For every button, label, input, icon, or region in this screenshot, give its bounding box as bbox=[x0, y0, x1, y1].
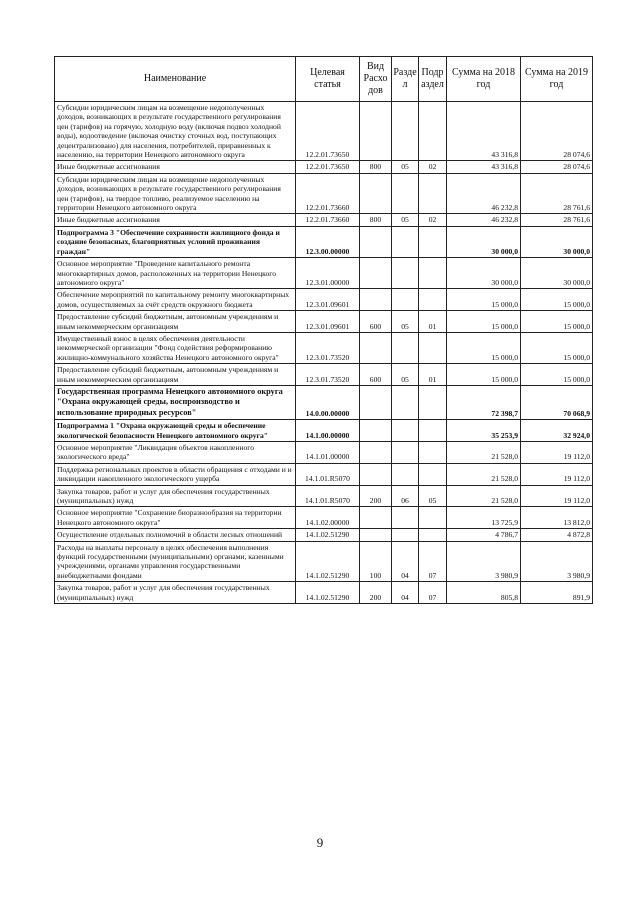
cell-name: Обеспечение мероприятий по капитальному ремонту многоквартирных домов, осуществляемых за счёт средств окружного бюджета bbox=[55, 289, 296, 311]
header-target: Целевая статья bbox=[296, 57, 360, 102]
cell-subsection bbox=[419, 258, 447, 289]
cell-name: Субсидии юридическим лицам на возмещение недополученных доходов, возникающих в результате государственного регулирования цен (тарифов) на горячую, холодную воду (включая подвоз холодной воды), водоотведение (включая очистку сточных вод, поступающих децентрализовано) для населения, потребителей, приравненных к населению, на территории Ненецкого автономного округа bbox=[55, 102, 296, 161]
table-row bbox=[55, 258, 593, 289]
page-number: 9 bbox=[316, 835, 324, 850]
cell-sum-2018: 46 232,8 bbox=[447, 214, 521, 226]
cell-target: 12.3.01.00000 bbox=[296, 258, 360, 289]
table-row bbox=[55, 442, 593, 464]
cell-sum-2018: 805,8 bbox=[447, 582, 521, 604]
table-row bbox=[55, 214, 593, 226]
cell-name: Закупка товаров, работ и услуг для обеспечения государственных (муниципальных) нужд bbox=[55, 582, 296, 604]
cell-target: 12.2.01.73660 bbox=[296, 214, 360, 226]
cell-sum-2019: 19 112,0 bbox=[521, 442, 593, 464]
cell-name: Расходы на выплаты персоналу в целях обеспечения выполнения функций государственными (муниципальными) органами, казенными учреждениями, органами управления государственными внебюджетными фондами bbox=[55, 541, 296, 582]
table-body bbox=[55, 102, 593, 604]
cell-name: Предоставление субсидий бюджетным, автономным учреждениям и иным некоммерческим организациям bbox=[55, 311, 296, 333]
cell-name: Основное мероприятие "Сохранение биоразнообразия на территории Ненецкого автономного округа" bbox=[55, 507, 296, 529]
table-row bbox=[55, 173, 593, 214]
cell-sum-2018: 21 528,0 bbox=[447, 463, 521, 485]
cell-sum-2019: 32 924,0 bbox=[521, 420, 593, 442]
cell-subsection bbox=[419, 173, 447, 214]
cell-sum-2019: 15 000,0 bbox=[521, 311, 593, 333]
header-expense-type: Вид Расхо дов bbox=[360, 57, 392, 102]
cell-section bbox=[392, 258, 419, 289]
cell-subsection: 07 bbox=[419, 541, 447, 582]
cell-sum-2018: 13 725,9 bbox=[447, 507, 521, 529]
cell-name: Государственная программа Ненецкого автономного округа "Охрана окружающей среды, воспроизводство и использование природных ресурсов" bbox=[55, 385, 296, 419]
cell-target: 12.3.01.09601 bbox=[296, 311, 360, 333]
cell-target: 14.1.01.R5070 bbox=[296, 485, 360, 507]
cell-expense-type bbox=[360, 289, 392, 311]
cell-expense-type: 200 bbox=[360, 582, 392, 604]
cell-target: 14.0.00.00000 bbox=[296, 385, 360, 419]
cell-target: 12.3.01.73520 bbox=[296, 332, 360, 363]
cell-sum-2019: 3 980,9 bbox=[521, 541, 593, 582]
cell-subsection: 02 bbox=[419, 214, 447, 226]
cell-name: Предоставление субсидий бюджетным, автономным учреждениям и иным некоммерческим организациям bbox=[55, 364, 296, 386]
cell-section: 04 bbox=[392, 541, 419, 582]
cell-expense-type bbox=[360, 463, 392, 485]
table-row bbox=[55, 507, 593, 529]
cell-expense-type bbox=[360, 332, 392, 363]
cell-sum-2019: 28 074,6 bbox=[521, 102, 593, 161]
cell-expense-type: 600 bbox=[360, 364, 392, 386]
cell-section bbox=[392, 102, 419, 161]
cell-section bbox=[392, 529, 419, 541]
table-row bbox=[55, 226, 593, 257]
cell-name: Иные бюджетные ассигнования bbox=[55, 161, 296, 173]
cell-sum-2018: 15 000,0 bbox=[447, 289, 521, 311]
cell-target: 14.1.01.00000 bbox=[296, 442, 360, 464]
table-row bbox=[55, 102, 593, 161]
cell-sum-2018: 72 398,7 bbox=[447, 385, 521, 419]
cell-target: 12.3.01.09601 bbox=[296, 289, 360, 311]
cell-subsection bbox=[419, 289, 447, 311]
cell-sum-2019: 15 000,0 bbox=[521, 332, 593, 363]
header-section: Разде л bbox=[392, 57, 419, 102]
cell-section: 06 bbox=[392, 485, 419, 507]
cell-section: 05 bbox=[392, 364, 419, 386]
cell-sum-2018: 43 316,8 bbox=[447, 161, 521, 173]
cell-subsection: 07 bbox=[419, 582, 447, 604]
table-row bbox=[55, 529, 593, 541]
cell-sum-2018: 15 000,0 bbox=[447, 311, 521, 333]
cell-sum-2018: 21 528,0 bbox=[447, 442, 521, 464]
cell-target: 12.2.01.73650 bbox=[296, 102, 360, 161]
cell-name: Иные бюджетные ассигнования bbox=[55, 214, 296, 226]
cell-sum-2018: 21 528,0 bbox=[447, 485, 521, 507]
cell-sum-2018: 46 232,8 bbox=[447, 173, 521, 214]
cell-expense-type bbox=[360, 507, 392, 529]
table-row bbox=[55, 332, 593, 363]
cell-expense-type: 800 bbox=[360, 214, 392, 226]
cell-sum-2019: 13 812,0 bbox=[521, 507, 593, 529]
cell-expense-type bbox=[360, 529, 392, 541]
cell-name: Поддержка региональных проектов в области обращения с отходами и и ликвидации накопленного экологического ущерба bbox=[55, 463, 296, 485]
cell-subsection: 01 bbox=[419, 364, 447, 386]
table-row bbox=[55, 582, 593, 604]
cell-target: 14.1.02.51290 bbox=[296, 582, 360, 604]
table-row bbox=[55, 485, 593, 507]
header-name: Наименование bbox=[55, 57, 296, 102]
table-row bbox=[55, 161, 593, 173]
cell-sum-2019: 19 112,0 bbox=[521, 485, 593, 507]
cell-sum-2018: 30 000,0 bbox=[447, 226, 521, 257]
cell-target: 14.1.01.R5070 bbox=[296, 463, 360, 485]
cell-target: 12.3.00.00000 bbox=[296, 226, 360, 257]
cell-expense-type bbox=[360, 385, 392, 419]
cell-sum-2019: 4 872,8 bbox=[521, 529, 593, 541]
cell-sum-2018: 15 000,0 bbox=[447, 364, 521, 386]
cell-target: 14.1.02.51290 bbox=[296, 529, 360, 541]
cell-section bbox=[392, 173, 419, 214]
cell-section bbox=[392, 420, 419, 442]
cell-subsection bbox=[419, 507, 447, 529]
cell-name: Имущественный взнос в целях обеспечения деятельности некоммерческой организации "Фонд содействия реформированию жилищно-коммунального хозяйства Ненецкого автономного округа" bbox=[55, 332, 296, 363]
cell-expense-type bbox=[360, 173, 392, 214]
cell-sum-2018: 15 000,0 bbox=[447, 332, 521, 363]
cell-section: 04 bbox=[392, 582, 419, 604]
cell-sum-2018: 30 000,0 bbox=[447, 258, 521, 289]
table-row bbox=[55, 385, 593, 419]
cell-target: 12.2.01.73650 bbox=[296, 161, 360, 173]
cell-target: 12.2.01.73660 bbox=[296, 173, 360, 214]
cell-expense-type: 800 bbox=[360, 161, 392, 173]
cell-name: Основное мероприятие "Ликвидация объектов накопленного экологического вреда" bbox=[55, 442, 296, 464]
cell-subsection bbox=[419, 385, 447, 419]
cell-section: 05 bbox=[392, 311, 419, 333]
table-row bbox=[55, 364, 593, 386]
cell-section: 05 bbox=[392, 161, 419, 173]
cell-expense-type: 200 bbox=[360, 485, 392, 507]
cell-name: Субсидии юридическим лицам на возмещение недополученных доходов, возникающих в результате государственного регулирования цен (тарифов), на твердое топливо, реализуемое населению на территории Ненецкого автономного округа bbox=[55, 173, 296, 214]
cell-name: Осуществление отдельных полномочий в области лесных отношений bbox=[55, 529, 296, 541]
cell-expense-type bbox=[360, 258, 392, 289]
cell-expense-type bbox=[360, 420, 392, 442]
cell-name: Основное мероприятие "Проведение капитального ремонта многоквартирных домов, расположенных на территории Ненецкого автономного округа" bbox=[55, 258, 296, 289]
cell-subsection bbox=[419, 226, 447, 257]
cell-section: 05 bbox=[392, 214, 419, 226]
cell-sum-2018: 4 786,7 bbox=[447, 529, 521, 541]
table-row bbox=[55, 289, 593, 311]
cell-subsection: 02 bbox=[419, 161, 447, 173]
cell-subsection: 01 bbox=[419, 311, 447, 333]
cell-target: 14.1.02.51290 bbox=[296, 541, 360, 582]
cell-expense-type: 100 bbox=[360, 541, 392, 582]
cell-sum-2019: 891,9 bbox=[521, 582, 593, 604]
cell-expense-type: 600 bbox=[360, 311, 392, 333]
header-subsection: Подр аздел bbox=[419, 57, 447, 102]
header-sum-2019: Сумма на 2019 год bbox=[521, 57, 593, 102]
cell-section bbox=[392, 385, 419, 419]
table-row bbox=[55, 541, 593, 582]
table-row bbox=[55, 311, 593, 333]
cell-sum-2019: 70 068,9 bbox=[521, 385, 593, 419]
cell-target: 14.1.02.00000 bbox=[296, 507, 360, 529]
cell-sum-2018: 35 253,9 bbox=[447, 420, 521, 442]
cell-sum-2018: 3 980,9 bbox=[447, 541, 521, 582]
cell-sum-2018: 43 316,8 bbox=[447, 102, 521, 161]
cell-subsection bbox=[419, 332, 447, 363]
cell-subsection bbox=[419, 463, 447, 485]
table-row bbox=[55, 463, 593, 485]
cell-sum-2019: 28 074,6 bbox=[521, 161, 593, 173]
cell-section bbox=[392, 289, 419, 311]
cell-section bbox=[392, 442, 419, 464]
cell-sum-2019: 28 761,6 bbox=[521, 214, 593, 226]
cell-sum-2019: 15 000,0 bbox=[521, 364, 593, 386]
cell-sum-2019: 30 000,0 bbox=[521, 226, 593, 257]
cell-section bbox=[392, 507, 419, 529]
cell-name: Подпрограмма 3 "Обеспечение сохранности жилищного фонда и создание безопасных, благоприятных условий проживания граждан" bbox=[55, 226, 296, 257]
cell-section bbox=[392, 463, 419, 485]
cell-subsection bbox=[419, 420, 447, 442]
cell-sum-2019: 19 112,0 bbox=[521, 463, 593, 485]
cell-expense-type bbox=[360, 442, 392, 464]
cell-sum-2019: 30 000,0 bbox=[521, 258, 593, 289]
cell-expense-type bbox=[360, 102, 392, 161]
cell-name: Подпрограмма 1 "Охрана окружающей среды и обеспечение экологической безопасности Ненецкого автономного округа" bbox=[55, 420, 296, 442]
header-sum-2018: Сумма на 2018 год bbox=[447, 57, 521, 102]
cell-name: Закупка товаров, работ и услуг для обеспечения государственных (муниципальных) нужд bbox=[55, 485, 296, 507]
cell-subsection bbox=[419, 102, 447, 161]
cell-sum-2019: 28 761,6 bbox=[521, 173, 593, 214]
cell-subsection bbox=[419, 442, 447, 464]
cell-expense-type bbox=[360, 226, 392, 257]
table-header-row bbox=[55, 57, 593, 102]
cell-subsection: 05 bbox=[419, 485, 447, 507]
cell-target: 12.3.01.73520 bbox=[296, 364, 360, 386]
budget-table bbox=[54, 56, 593, 604]
cell-sum-2019: 15 000,0 bbox=[521, 289, 593, 311]
cell-section bbox=[392, 332, 419, 363]
table-row bbox=[55, 420, 593, 442]
cell-target: 14.1.00.00000 bbox=[296, 420, 360, 442]
cell-section bbox=[392, 226, 419, 257]
cell-subsection bbox=[419, 529, 447, 541]
